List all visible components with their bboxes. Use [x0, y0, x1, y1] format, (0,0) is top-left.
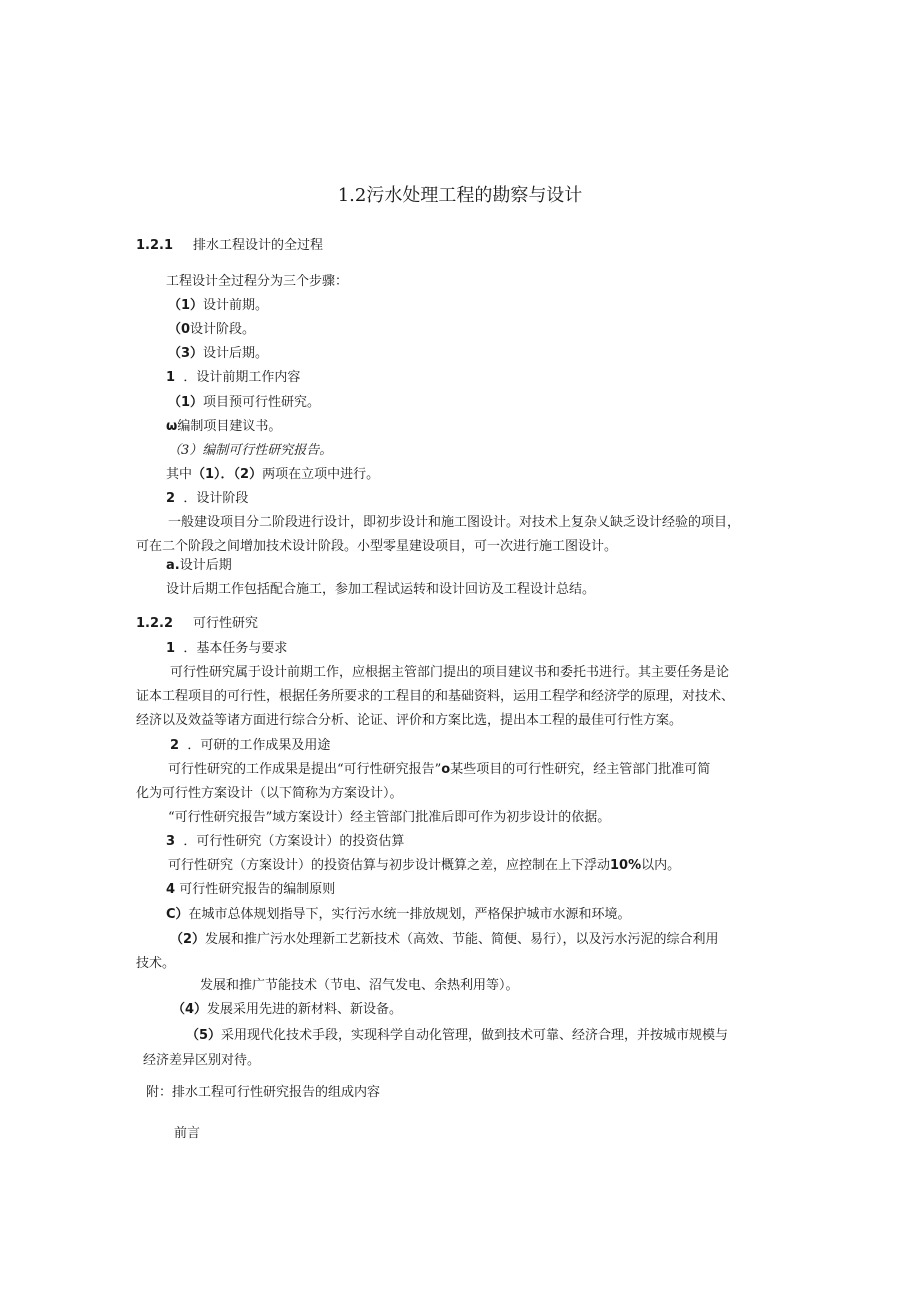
paragraph-line: 证本工程项目的可行性，根据任务所要求的工程目的和基础资料，运用工程学和经济学的原理，对技术、 [136, 689, 735, 704]
list-item: （3）编制可行性研究报告。 [168, 443, 333, 458]
list-item: （1）项目预可行性研究。 [168, 395, 321, 410]
appendix-line: 附：排水工程可行性研究报告的组成内容 [146, 1085, 381, 1100]
paragraph-line: 经济以及效益等诸方面进行综合分析、论证、评价和方案比选，提出本工程的最佳可行性方案。 [136, 713, 683, 728]
paragraph-line: 可行性研究属于设计前期工作，应根据主管部门提出的项目建议书和委托书进行。其主要任务是论 [170, 665, 730, 680]
subheading: 2 ．设计阶段 [166, 491, 249, 506]
list-item: （2）发展和推广污水处理新工艺新技术（高效、节能、简便、易行），以及污水污泥的综合利用 [170, 932, 719, 947]
section-number: 1.2.1 [136, 238, 174, 253]
preface-heading: 前言 [174, 1126, 201, 1141]
section-number: 1.2.2 [136, 616, 174, 631]
section-heading-1-2-1 [136, 238, 323, 254]
paragraph-line: 可行性研究（方案设计）的投资估算与初步设计概算之差，应控制在上下浮动10%以内。 [168, 858, 681, 873]
paragraph-line: 可在二个阶段之间增加技术设计阶段。小型零星建设项目，可一次进行施工图设计。 [136, 539, 618, 554]
list-item: （4）发展采用先进的新材料、新设备。 [172, 1002, 403, 1017]
paragraph-line: 技术。 [136, 956, 176, 971]
paragraph-line: “可行性研究报告”域方案设计）经主管部门批准后即可作为初步设计的依据。 [168, 810, 611, 825]
step-item: （3）设计后期。 [168, 346, 269, 361]
subheading: 2 ．可研的工作成果及用途 [170, 738, 331, 753]
paragraph-line: 一般建设项目分二阶段进行设计，即初步设计和施工图设计。对技术上复杂乂缺乏设计经验的项目， [168, 515, 741, 530]
section-title: 可行性研究 [193, 616, 259, 631]
intro-line: 工程设计全过程分为三个步骤： [166, 274, 349, 289]
step-item: （0设计阶段。 [168, 322, 256, 337]
page-title: 1.2污水处理工程的勘察与设计 [337, 185, 583, 206]
list-item: ω编制项目建议书。 [166, 419, 282, 434]
subheading: 3 ．可行性研究（方案设计）的投资估算 [166, 834, 405, 849]
subheading: 1 ．基本任务与要求 [166, 641, 288, 656]
list-item: （5）采用现代化技术手段，实现科学自动化管理，做到技术可靠、经济合理，并按城市规模与 [186, 1028, 729, 1043]
paragraph-line: 经济差异区别对待。 [143, 1053, 261, 1068]
paragraph-line: 可行性研究的工作成果是提出“可行性研究报告”o某些项目的可行性研究，经主管部门批准可简 [168, 762, 711, 777]
subheading: 4 可行性研究报告的编制原则 [166, 882, 336, 897]
list-item: 发展和推广节能技术（节电、沼气发电、余热利用等）。 [200, 978, 519, 993]
subheading: 1 ．设计前期工作内容 [166, 370, 301, 385]
subheading: a.设计后期 [166, 558, 232, 573]
section-title: 排水工程设计的全过程 [193, 238, 324, 253]
list-item: C）在城市总体规划指导下，实行污水统一排放规划，严格保护城市水源和环境。 [166, 907, 631, 922]
section-heading-1-2-2 [136, 616, 258, 632]
paragraph-line: 其中（1）．（2）两项在立项中进行。 [166, 467, 380, 482]
step-item: （1）设计前期。 [168, 298, 269, 313]
paragraph-line: 设计后期工作包括配合施工，参加工程试运转和设计回访及工程设计总结。 [166, 582, 596, 597]
paragraph-line: 化为可行性方案设计（以下简称为方案设计）。 [136, 786, 403, 801]
